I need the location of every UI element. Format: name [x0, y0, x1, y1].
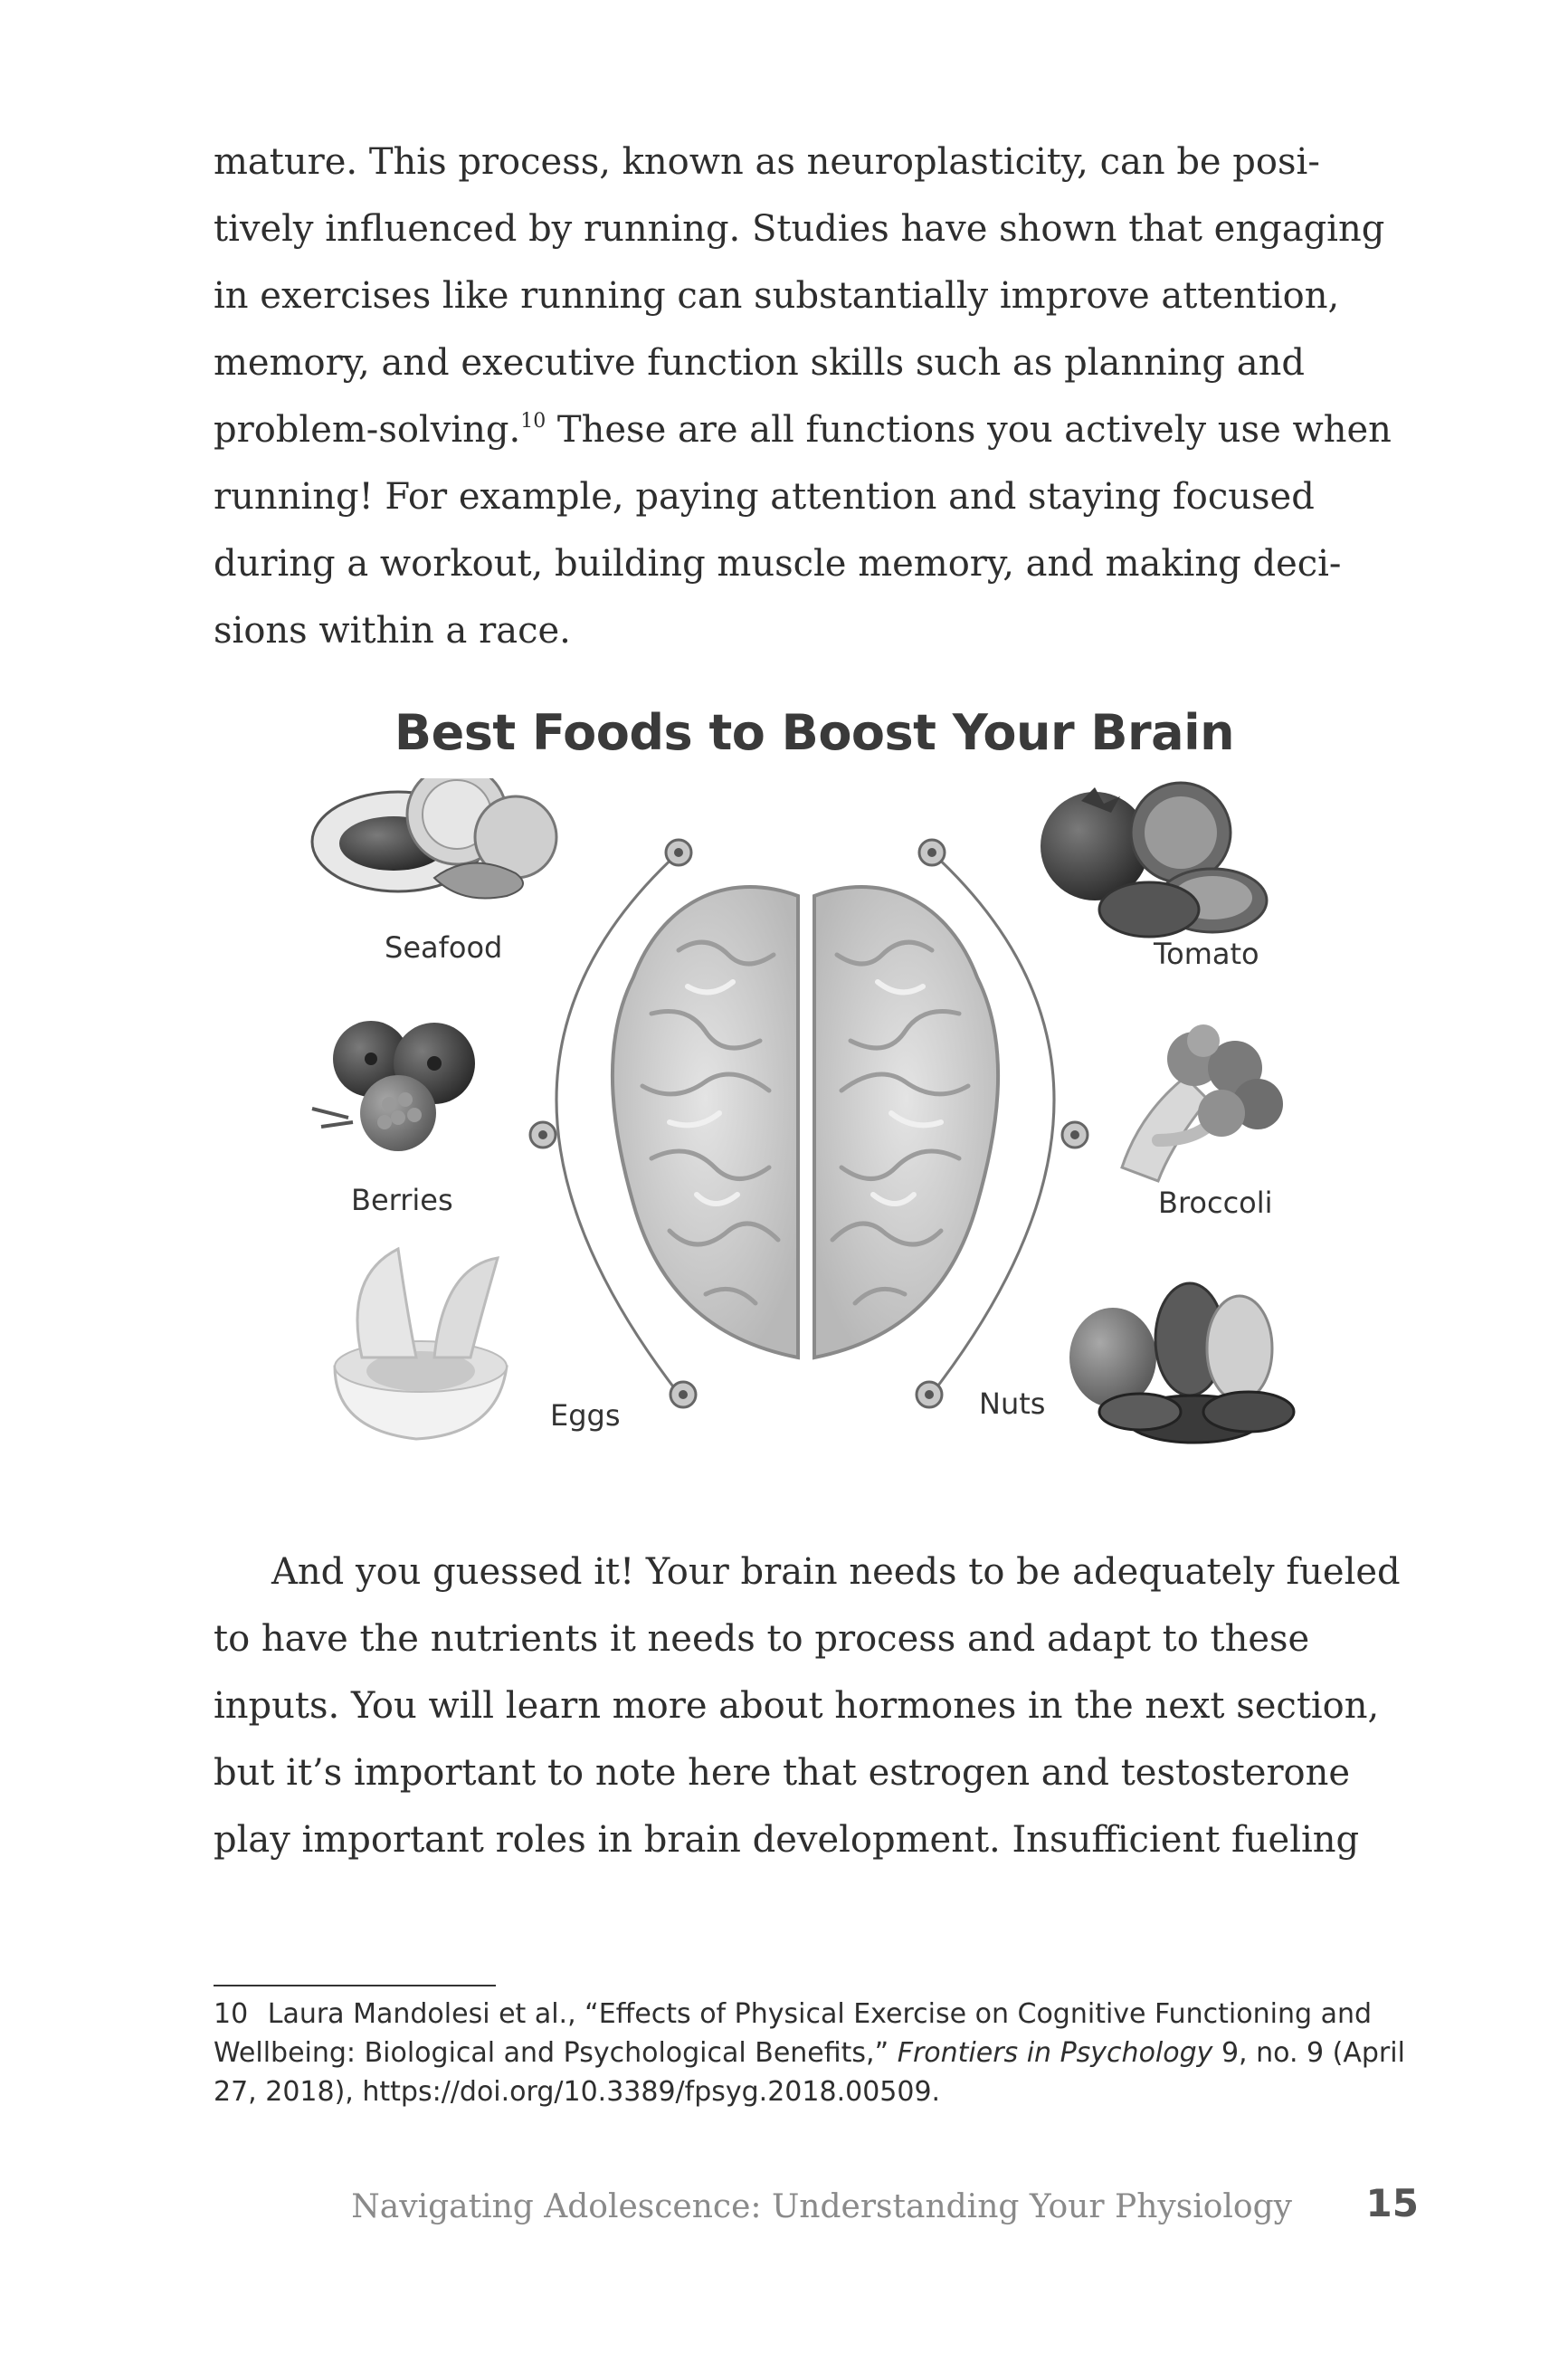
text-line: mature. This process, known as neuroplasticity, can be posi- [214, 141, 1320, 183]
text-line: but it’s important to note here that estrogen and testosterone [214, 1752, 1351, 1794]
food-label-tomato: Tomato [1154, 937, 1259, 971]
footnote [214, 1995, 1417, 2111]
text-line: to have the nutrients it needs to process and adapt to these [214, 1618, 1310, 1660]
nuts-icon [1069, 1283, 1294, 1443]
food-label-broccoli: Broccoli [1158, 1186, 1273, 1220]
footnote-details: 9, no. 9 (April 27, 2018), https://doi.org/10.3389/fpsyg.2018.00509. [214, 2037, 1405, 2108]
footnote-divider [214, 1985, 496, 1986]
eggs-icon [335, 1249, 507, 1439]
text-line: running! For example, paying attention and staying focused [214, 476, 1315, 518]
footnote-journal: Frontiers in Psychology [897, 2037, 1213, 2069]
text-line: tively influenced by running. Studies have shown that engaging [214, 208, 1385, 250]
brain-foods-illustration [299, 778, 1330, 1529]
figure-title: Best Foods to Boost Your Brain [394, 704, 1235, 761]
text-line: sions within a race. [214, 610, 571, 652]
brain-foods-figure [299, 688, 1330, 1529]
footnote-citation: Laura Mandolesi et al., “Effects of Physical Exercise on Cognitive Functioning and Wellbeing: Biological and Psychological Benefits,” [214, 1998, 1373, 2069]
tomato-icon [1041, 783, 1267, 937]
text-line: play important roles in brain development. Insufficient fueling [214, 1819, 1360, 1861]
paragraph-bottom [214, 1538, 1417, 1873]
berries-icon [312, 1021, 475, 1151]
text-line [214, 396, 1417, 463]
text-line: inputs. You will learn more about hormones in the next section, [214, 1685, 1380, 1727]
footnote-marker[interactable]: 10 [520, 410, 546, 433]
food-label-nuts: Nuts [979, 1386, 1046, 1421]
text-line: during a workout, building muscle memory, and making deci- [214, 543, 1342, 585]
running-footer-title: Navigating Adolescence: Understanding Your Physiology [351, 2188, 1292, 2225]
broccoli-icon [1122, 1024, 1283, 1181]
food-label-eggs: Eggs [550, 1398, 621, 1433]
brain-icon [613, 887, 998, 1358]
text-line: memory, and executive function skills such as planning and [214, 342, 1305, 384]
paragraph-top [214, 129, 1417, 664]
food-label-seafood: Seafood [385, 930, 503, 965]
seafood-icon [312, 778, 556, 899]
page-number: 15 [1365, 2181, 1419, 2225]
text-fragment: These are all functions you actively use when [556, 409, 1392, 451]
footnote-number: 10 [214, 1998, 249, 2030]
text-line: in exercises like running can substantially improve attention, [214, 275, 1340, 317]
text-fragment: problem-solving. [214, 409, 521, 451]
food-label-berries: Berries [351, 1183, 453, 1217]
text-line: And you guessed it! Your brain needs to be adequately fueled [271, 1551, 1401, 1593]
